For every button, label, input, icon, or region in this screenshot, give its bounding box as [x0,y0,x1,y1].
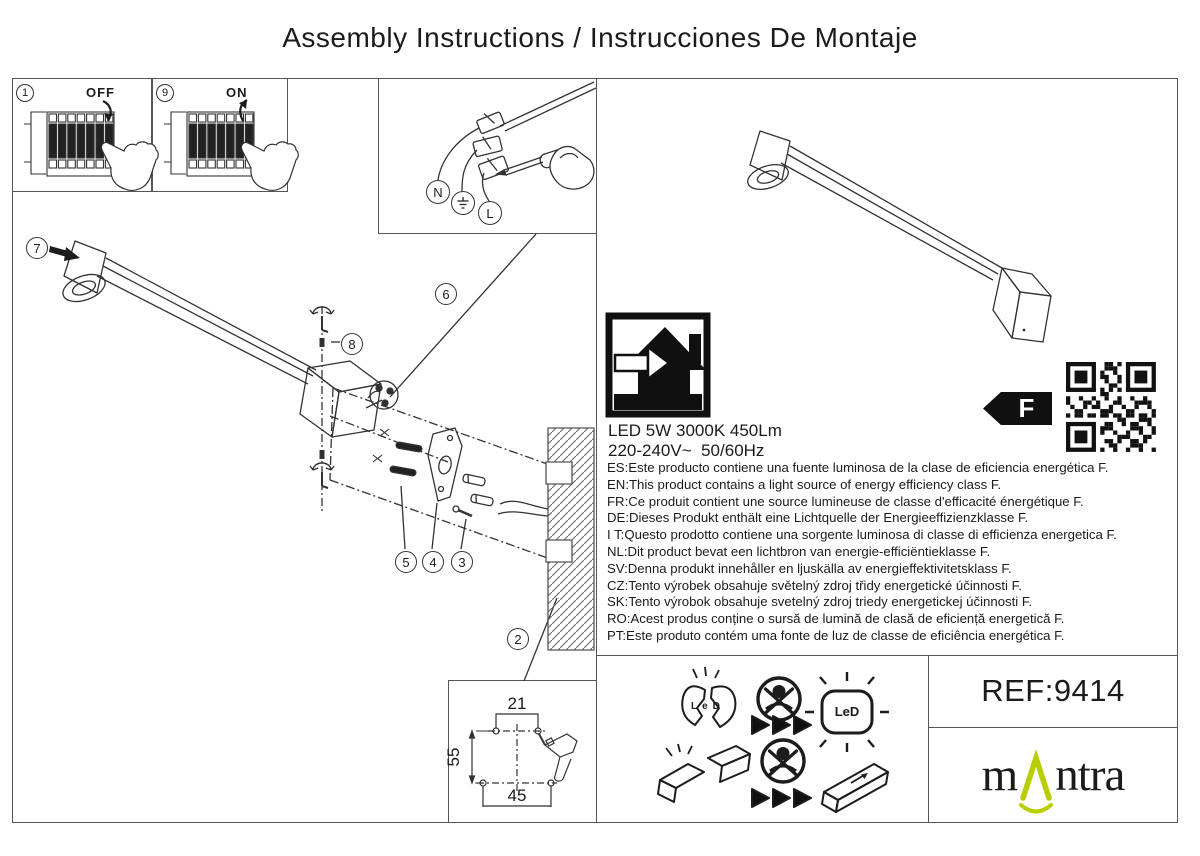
statement-ro: RO:Acest produs conține o sursă de lumină de clasă de eficiență energetică F. [607,611,1065,627]
breaker-on-label: ON [226,85,248,100]
lamp-base [300,361,381,437]
energy-class-letter: F [1018,393,1035,423]
reference-number: REF:9414 [981,673,1125,708]
statement-es: ES:Este producto contiene una fuente luminosa de la clase de eficiencia energética F. [607,460,1109,475]
replacement-icons-drawing [658,667,889,812]
statement-it: I T:Questo prodotto contiene una sorgente luminosa di classe di efficienza energetica F. [607,527,1117,543]
projection-lines [330,388,553,560]
qr-code [1066,362,1156,452]
statement-pt: PT:Este produto contém uma fonte de luz de classe de eficiência energética F. [607,627,1065,643]
statement-de: DE:Dieses Produkt enthält eine Lichtquelle der Energieeffizienzklasse F. [607,510,1029,526]
main-assembly-drawing [49,234,594,681]
wire-live [483,173,489,201]
terminal-live: L [478,201,502,225]
led-icon-text: LeD [834,704,860,719]
wall-plugs [453,474,494,516]
drill-tool [539,734,577,781]
lamp-spec-line: LED 5W 3000K 450Lm [608,421,782,440]
callout-7-arrow [49,246,80,261]
driver-icon [822,764,888,812]
callout-set-screw: 8 [341,333,363,355]
technician-icon-1 [758,678,800,720]
phillips-mark-1 [380,429,389,436]
callout-lamp-head: 7 [26,237,48,259]
wiring-detail-drawing [438,82,596,201]
brand-logo [928,727,1178,823]
brand-logo-ntra: ntra [1055,749,1125,801]
callout-screws: 5 [395,551,417,573]
indoor-use-only-icon [605,312,715,422]
energy-statements [607,460,1182,645]
set-screw-axis [310,306,340,512]
brand-logo-m: m [981,749,1018,801]
earth-ground-icon [454,194,472,212]
lamp-arm [97,258,316,384]
terminal-earth [451,191,475,215]
statement-fr: FR:Ce produit contient une source lumineuse de classe d'efficacité énergétique F. [607,493,1084,509]
center-dashes [477,724,557,792]
mains-cable [500,82,596,131]
dim-top-width: 21 [507,694,527,713]
callout-step-1: 1 [16,84,34,102]
statement-sk: SK:Tento výrobok obsahuje svetelný zdroj triedy energetickej účinnosti F. [607,594,1033,610]
callout-leaders [390,234,557,681]
breaker-off-drawing [24,101,158,190]
terminal-neutral: N [426,180,450,204]
broken-driver-icon [658,744,750,802]
mounting-screws [373,429,422,476]
broken-led-lamp-icon [682,667,735,727]
arrows-icon-2 [752,789,811,807]
dim-bottom-width: 45 [507,786,527,805]
wiring-hand [550,146,594,189]
dim-side-height: 55 [444,747,463,767]
statement-cz: CZ:Tento výrobek obsahuje světelný zdroj třidy energetické účinnosti F. [607,577,1022,593]
wall-bracket-plate [428,428,462,501]
brand-caret-icon [1018,752,1054,802]
phillips-mark-2 [373,455,382,462]
wall-wires [498,501,548,516]
callout-wall-bracket: 4 [422,551,444,573]
callout-wall-plugs: 3 [451,551,473,573]
voltage-spec-line: 220-240V~ 50/60Hz [608,441,765,460]
callout-step-9: 9 [156,84,174,102]
wire-earth [462,150,477,191]
breaker-on-drawing [164,100,298,190]
page-title: Assembly Instructions / Instrucciones De Montaje [282,22,918,53]
assembled-lamp-drawing [745,131,1051,342]
breaker-off-label: OFF [86,85,115,100]
callout-wiring-connector: 6 [435,283,457,305]
broken-led-icon-text: LeD [691,701,725,712]
statement-sv: SV:Denna produkt innehåller en ljuskälla av energieffektivitetsklass F. [607,560,1012,576]
wall-cross-section [498,428,594,650]
statement-nl: NL:Dit product bevat een lichtbron van energie-efficiëntieklasse F. [607,543,991,559]
callout-drill-template: 2 [507,628,529,650]
statement-en: EN:This product contains a light source of energy efficiency class F. [607,476,1002,492]
technician-icon-2 [762,740,804,782]
